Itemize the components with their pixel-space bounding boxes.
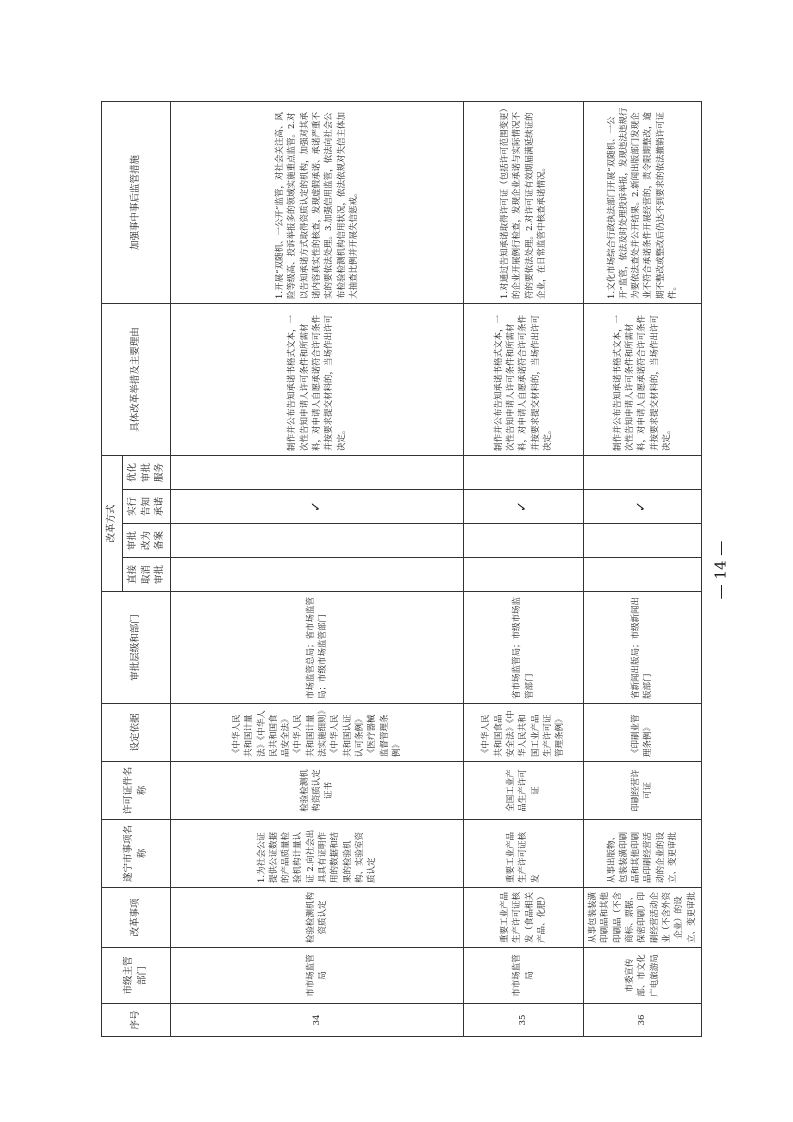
cell-seq: 34 bbox=[171, 1004, 464, 1037]
header-supervision: 加强事中事后监管措施 bbox=[102, 101, 171, 303]
header-mode-cancel: 直接取消审批 bbox=[122, 558, 170, 592]
check-mark-icon: ✓ bbox=[171, 490, 464, 524]
rotated-table-frame bbox=[101, 102, 697, 1037]
cell-supervision: 1.开展“双随机、一公开”监管，对社会关注高、风险等级高、投诉举报多的领域实施重点监管。2.对以告知承诺方式取得资质认定的机构，加强对其承诺内容真实性的核查，发现虚假承诺、承诺严重不实的要依法处理。3.加强信用监管，依法向社会公布检验检测机构信用状况，依法依规对失信主体加大抽查比例并开展失信惩戒。 bbox=[171, 101, 464, 303]
cell-basis: 《中华人民共和国计量法》《中华人民共和国食品安全法》《中华人民共和国计量法实施细则》《中华人民共和国认证认可条例》《医疗器械监督管理条例》 bbox=[171, 704, 464, 762]
table-row bbox=[464, 101, 584, 1036]
cell-dept: 市市场监管局 bbox=[464, 948, 584, 1004]
check-mark-icon: ✓ bbox=[584, 490, 702, 524]
header-measures: 具体改革举措及主要理由 bbox=[102, 303, 171, 455]
page-number bbox=[700, 540, 740, 600]
header-dept: 市级主管部门 bbox=[102, 948, 171, 1004]
header-reform-mode: 改革方式 bbox=[102, 455, 123, 591]
cell-item: 重要工业产品生产许可证核发（食品相关产品、化肥） bbox=[464, 888, 584, 948]
cell-supervision: 1.对通过告知承诺取得许可证（包括许可范围变更）的企业开展例行检查，发现企业承诺与实际情况不符的要依法处理。2.对许可证有效期届满延续证的企业，在日常监管中核查承诺情况。 bbox=[464, 101, 584, 303]
page-number-text: — 14 — bbox=[711, 540, 729, 600]
header-seq: 序号 bbox=[102, 1004, 171, 1037]
cell-mode-optimize bbox=[464, 455, 584, 489]
check-mark-icon: ✓ bbox=[464, 490, 584, 524]
cell-supervision: 1.文化市场综合行政执法部门开展“双随机、一公开”监管，依法及时处理投诉举报，发现违法违规行为要依法查处并公开结果。2.新闻出版部门发现企业不符合承诺条件开展经营的，责令限期整改，逾期不整改或整改后仍达不到要求的依法撤销许可证件。 bbox=[584, 101, 702, 303]
cell-mode-cancel bbox=[584, 558, 702, 592]
cell-measures: 制作并公布告知承诺书格式文本，一次性告知申请人许可条件和所需材料，对申请人自愿承诺符合许可条件并按要求提交材料的，当场作出许可决定。 bbox=[584, 303, 702, 455]
cell-dept: 市市场监管局 bbox=[171, 948, 464, 1004]
cell-mode-cancel bbox=[464, 558, 584, 592]
cell-mode-optimize bbox=[171, 455, 464, 489]
cell-seq: 35 bbox=[464, 1004, 584, 1037]
cell-basis: 《印刷业管理条例》 bbox=[584, 704, 702, 762]
cell-dept: 市委宣传部、市文化广电旅游局 bbox=[584, 948, 702, 1004]
cell-item: 检验检测机构资质认定 bbox=[171, 888, 464, 948]
header-basis: 设定依据 bbox=[102, 704, 171, 762]
header-sub-item: 遂宁市事项名称 bbox=[102, 820, 171, 888]
cell-approval: 市场监管总局；省市场监管局；市级市场监管部门 bbox=[171, 592, 464, 704]
cell-seq: 36 bbox=[584, 1004, 702, 1037]
cell-cert: 印刷经营许可证 bbox=[584, 762, 702, 820]
cell-cert: 检验检测机构资质认定证书 bbox=[171, 762, 464, 820]
cell-measures: 制作并公布告知承诺书格式文本，一次性告知申请人许可条件和所需材料，对申请人自愿承诺符合许可条件并按要求提交材料的，当场作出许可决定。 bbox=[464, 303, 584, 455]
cell-sub-item: 从事出版物、包装装潢印刷品和其他印刷品印刷经营活动的企业的设立、变更审批 bbox=[584, 820, 702, 888]
cell-mode-filing bbox=[464, 524, 584, 558]
cell-mode-optimize bbox=[584, 455, 702, 489]
cell-cert: 全国工业产品生产许可证 bbox=[464, 762, 584, 820]
cell-sub-item: 1.为社会公证提供公证数据的产品质量检验机构计量认证 2.向社会出具具有证明作用的数据和结果的检验机构、实验室资质认定 bbox=[171, 820, 464, 888]
table-row bbox=[171, 101, 464, 1036]
header-mode-filing: 审批改为备案 bbox=[122, 524, 170, 558]
cell-mode-filing bbox=[171, 524, 464, 558]
cell-sub-item: 重要工业产品生产许可证核发 bbox=[464, 820, 584, 888]
header-approval: 审批层级和部门 bbox=[102, 592, 171, 704]
table-row bbox=[584, 101, 702, 1036]
cell-item: 从事包装装潢印刷品和其他印刷品（不含商标、票据、保密印刷）印刷经营活动企业（不含外资企业）的设立、变更审批 bbox=[584, 888, 702, 948]
cell-mode-filing bbox=[584, 524, 702, 558]
reform-items-table bbox=[101, 101, 702, 1037]
header-mode-optimize: 优化审批服务 bbox=[122, 455, 170, 489]
cell-basis: 《中华人民共和国食品安全法》《中华人民共和国工业产品生产许可证管理条例》 bbox=[464, 704, 584, 762]
header-item: 改革事项 bbox=[102, 888, 171, 948]
cell-measures: 制作并公布告知承诺书格式文本，一次性告知申请人许可条件和所需材料，对申请人自愿承诺符合许可条件并按要求提交材料的，当场作出许可决定。 bbox=[171, 303, 464, 455]
header-cert: 许可证件名称 bbox=[102, 762, 171, 820]
cell-approval: 省市场监管局；市级市场监管部门 bbox=[464, 592, 584, 704]
cell-approval: 省新闻出版局；市级新闻出版部门 bbox=[584, 592, 702, 704]
cell-mode-cancel bbox=[171, 558, 464, 592]
header-mode-commitment: 实行告知承诺 bbox=[122, 490, 170, 524]
